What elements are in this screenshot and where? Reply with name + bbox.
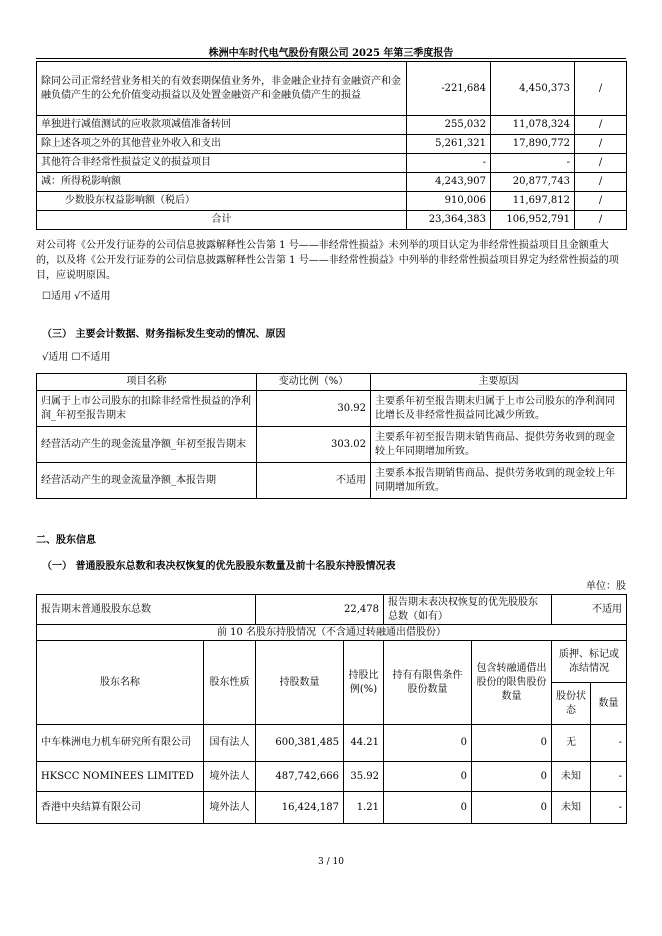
holder-count: - xyxy=(591,762,627,792)
page-number: 3 / 10 xyxy=(318,857,344,867)
row-note: / xyxy=(575,173,627,192)
holder-ratio: 44.21 xyxy=(344,725,384,762)
col-header-qty: 持股数量 xyxy=(256,641,344,725)
col-header-nature: 股东性质 xyxy=(204,641,256,725)
row-note: / xyxy=(575,154,627,173)
col-header-ratio: 持股比例(%) xyxy=(344,641,384,725)
holder-status: 无 xyxy=(552,725,591,762)
page-header-title: 株洲中车时代电气股份有限公司 2025 年第三季度报告 xyxy=(208,48,454,59)
col-header-name: 股东名称 xyxy=(37,641,204,725)
row-value-ytd: 17,890,772 xyxy=(491,135,575,154)
col-header-pledge: 质押、标记或冻结情况 xyxy=(552,641,627,683)
holder-qty: 16,424,187 xyxy=(256,792,344,824)
row-label: 减：所得税影响额 xyxy=(37,173,407,192)
subsection-heading: （一） 普通股股东总数和表决权恢复的优先股股东数量及前十名股东持股情况表 xyxy=(42,561,396,572)
row-value-period: 255,032 xyxy=(407,116,491,135)
table-row xyxy=(37,154,627,173)
explanation-paragraph: 对公司将《公开发行证券的公司信息披露解释性公告第 1 号——非经常性损益》未列举的项目认定为非经常性损益项目且金额重大的，以及将《公开发行证券的公司信息披露解释性公告第 1 号——非经常性损益》中列举的非经常性损益项目界定为经常性损益的项目，应说明原因。 xyxy=(36,240,619,281)
table-row xyxy=(37,762,627,792)
holder-name: 香港中央结算有限公司 xyxy=(37,792,204,824)
holder-ratio: 1.21 xyxy=(344,792,384,824)
table-row xyxy=(37,463,627,499)
row-label: 单独进行减值测试的应收款项减值准备转回 xyxy=(37,116,407,135)
holder-count: - xyxy=(591,792,627,824)
shareholders-table xyxy=(36,594,627,824)
row-value-ytd: 20,877,743 xyxy=(491,173,575,192)
row-label: 其他符合非经常性损益定义的损益项目 xyxy=(37,154,407,173)
total-holders-value: 22,478 xyxy=(256,595,384,625)
pref-holders-value: 不适用 xyxy=(552,595,627,625)
holder-ratio: 35.92 xyxy=(344,762,384,792)
table-header-row xyxy=(37,641,627,683)
holder-lent: 0 xyxy=(472,725,552,762)
row-value-ytd: 4,450,373 xyxy=(491,62,575,116)
col-header-reason: 主要原因 xyxy=(371,374,627,391)
top10-title: 前 10 名股东持股情况（不含通过转融通出借股份） xyxy=(37,625,627,641)
row-value-ytd: 11,078,324 xyxy=(491,116,575,135)
item-reason: 主要系年初至报告期末归属于上市公司股东的净利润同比增长及非经常性损益同比减少所致。 xyxy=(371,391,627,427)
item-reason: 主要系年初至报告期末销售商品、提供劳务收到的现金较上年同期增加所致。 xyxy=(371,427,627,463)
summary-row xyxy=(37,595,627,625)
row-value-period: -221,684 xyxy=(407,62,491,116)
item-ratio: 不适用 xyxy=(257,463,371,499)
holder-restricted: 0 xyxy=(384,792,472,824)
row-note: / xyxy=(575,192,627,211)
holder-qty: 600,381,485 xyxy=(256,725,344,762)
table-row xyxy=(37,173,627,192)
holder-restricted: 0 xyxy=(384,725,472,762)
part-heading: 二、股东信息 xyxy=(36,535,96,546)
unit-label: 单位：股 xyxy=(586,581,626,592)
row-value-period: - xyxy=(407,154,491,173)
row-label: 合计 xyxy=(37,211,407,230)
col-header-lent: 包含转融通借出股份的限售股份数量 xyxy=(472,641,552,725)
col-header-item: 项目名称 xyxy=(37,374,257,391)
table-row-total xyxy=(37,211,627,230)
non-recurring-table xyxy=(36,61,627,230)
row-label: 除同公司正常经营业务相关的有效套期保值业务外，非金融企业持有金融资产和金融负债产生的公允价值变动损益以及处置金融资产和金融负债产生的损益 xyxy=(37,62,407,116)
col-header-count: 数量 xyxy=(591,683,627,725)
applicability-check-1: ☐适用 √不适用 xyxy=(42,291,111,302)
row-value-ytd: 106,952,791 xyxy=(491,211,575,230)
holder-nature: 国有法人 xyxy=(204,725,256,762)
col-header-ratio: 变动比例（%） xyxy=(257,374,371,391)
table-row xyxy=(37,135,627,154)
section-heading-3: （三） 主要会计数据、财务指标发生变动的情况、原因 xyxy=(42,329,286,340)
item-ratio: 30.92 xyxy=(257,391,371,427)
pref-holders-label: 报告期末表决权恢复的优先股股东总数（如有） xyxy=(384,595,552,625)
row-value-period: 23,364,383 xyxy=(407,211,491,230)
table-row xyxy=(37,725,627,762)
row-note: / xyxy=(575,135,627,154)
row-note: / xyxy=(575,62,627,116)
holder-count: - xyxy=(591,725,627,762)
row-label: 除上述各项之外的其他营业外收入和支出 xyxy=(37,135,407,154)
holder-lent: 0 xyxy=(472,792,552,824)
holder-nature: 境外法人 xyxy=(204,792,256,824)
holder-status: 未知 xyxy=(552,762,591,792)
table-header-row xyxy=(37,374,627,391)
header-divider xyxy=(36,58,626,59)
holder-qty: 487,742,666 xyxy=(256,762,344,792)
row-value-period: 4,243,907 xyxy=(407,173,491,192)
row-label: 少数股东权益影响额（税后） xyxy=(37,192,407,211)
row-value-ytd: 11,697,812 xyxy=(491,192,575,211)
holder-name: 中车株洲电力机车研究所有限公司 xyxy=(37,725,204,762)
item-name: 归属于上市公司股东的扣除非经常性损益的净利润_年初至报告期末 xyxy=(37,391,257,427)
holder-lent: 0 xyxy=(472,762,552,792)
top10-title-row xyxy=(37,625,627,641)
table-row xyxy=(37,192,627,211)
holder-nature: 境外法人 xyxy=(204,762,256,792)
table-row xyxy=(37,792,627,824)
table-row xyxy=(37,427,627,463)
holder-restricted: 0 xyxy=(384,762,472,792)
applicability-check-2: √适用 ☐不适用 xyxy=(42,352,111,363)
table-row xyxy=(37,62,627,116)
table-row xyxy=(37,116,627,135)
table-row xyxy=(37,391,627,427)
item-reason: 主要系本报告期销售商品、提供劳务收到的现金较上年同期增加所致。 xyxy=(371,463,627,499)
item-ratio: 303.02 xyxy=(257,427,371,463)
change-reasons-table xyxy=(36,373,627,499)
holder-status: 未知 xyxy=(552,792,591,824)
item-name: 经营活动产生的现金流量净额_年初至报告期末 xyxy=(37,427,257,463)
item-name: 经营活动产生的现金流量净额_本报告期 xyxy=(37,463,257,499)
col-header-restricted: 持有有限售条件股份数量 xyxy=(384,641,472,725)
row-value-ytd: - xyxy=(491,154,575,173)
row-note: / xyxy=(575,116,627,135)
holder-name: HKSCC NOMINEES LIMITED xyxy=(37,762,204,792)
row-value-period: 5,261,321 xyxy=(407,135,491,154)
total-holders-label: 报告期末普通股股东总数 xyxy=(37,595,256,625)
row-value-period: 910,006 xyxy=(407,192,491,211)
row-note: / xyxy=(575,211,627,230)
col-header-status: 股份状态 xyxy=(552,683,591,725)
